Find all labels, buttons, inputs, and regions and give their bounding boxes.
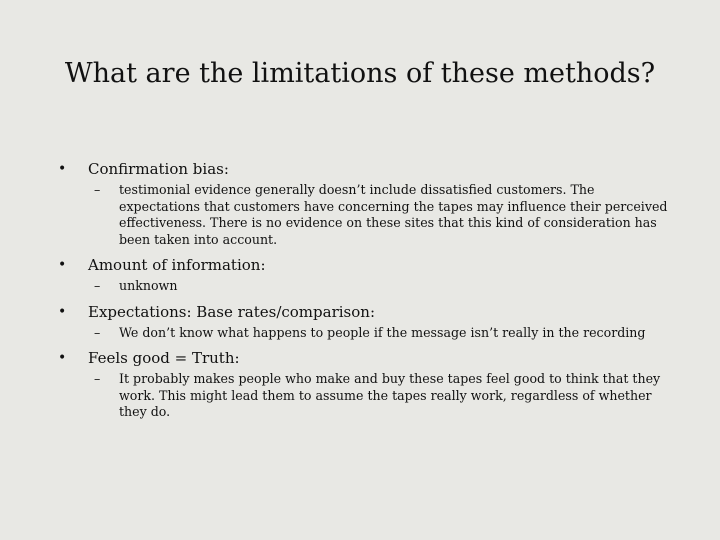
sub-point [58,182,668,248]
sub-point-text: unknown [119,278,178,293]
bullet-separator: : [234,349,240,367]
bullet-expectations [58,301,668,323]
dash-icon: – [94,278,101,293]
bullet-dot-icon: • [58,303,67,320]
bullet-dot-icon: • [58,350,67,366]
bullet-feels-good-truth [58,347,668,369]
bullet-amount-of-information [58,254,668,276]
sub-point [58,325,668,342]
sub-point-text: It probably makes people who make and buy these tapes feel good to think that they work. This might lead them to assume the tapes really work, regardless of whether they do. [119,371,661,419]
sub-point [58,371,668,421]
bullet-separator: : [369,302,375,321]
bullet-heading: Confirmation bias [88,160,224,178]
bullet-confirmation-bias [58,158,668,180]
sub-point [58,278,668,295]
dash-icon: – [94,324,101,340]
slide-title: What are the limitations of these methods? [64,58,656,89]
dash-icon: – [94,182,101,197]
bullet-dot-icon: • [58,161,67,177]
bullet-separator: : [223,160,229,178]
dash-icon: – [94,371,101,386]
bullet-heading: Amount of information [88,256,261,274]
slide-body [58,158,668,427]
bullet-separator: : [260,256,266,274]
sub-point-text: We don’t know what happens to people if the message isn’t really in the recording [119,324,646,340]
bullet-heading: Expectations: Base rates/comparison [88,302,370,321]
bullet-dot-icon: • [58,257,67,273]
bullet-heading: Feels good = Truth [88,349,235,367]
sub-point-text: testimonial evidence generally doesn’t include dissatisfied customers. The expectations that customers have concerning the tapes may influence their perceived effectiveness. There is no evidence on these sites that this kind of consideration has been taken into account. [119,182,668,247]
